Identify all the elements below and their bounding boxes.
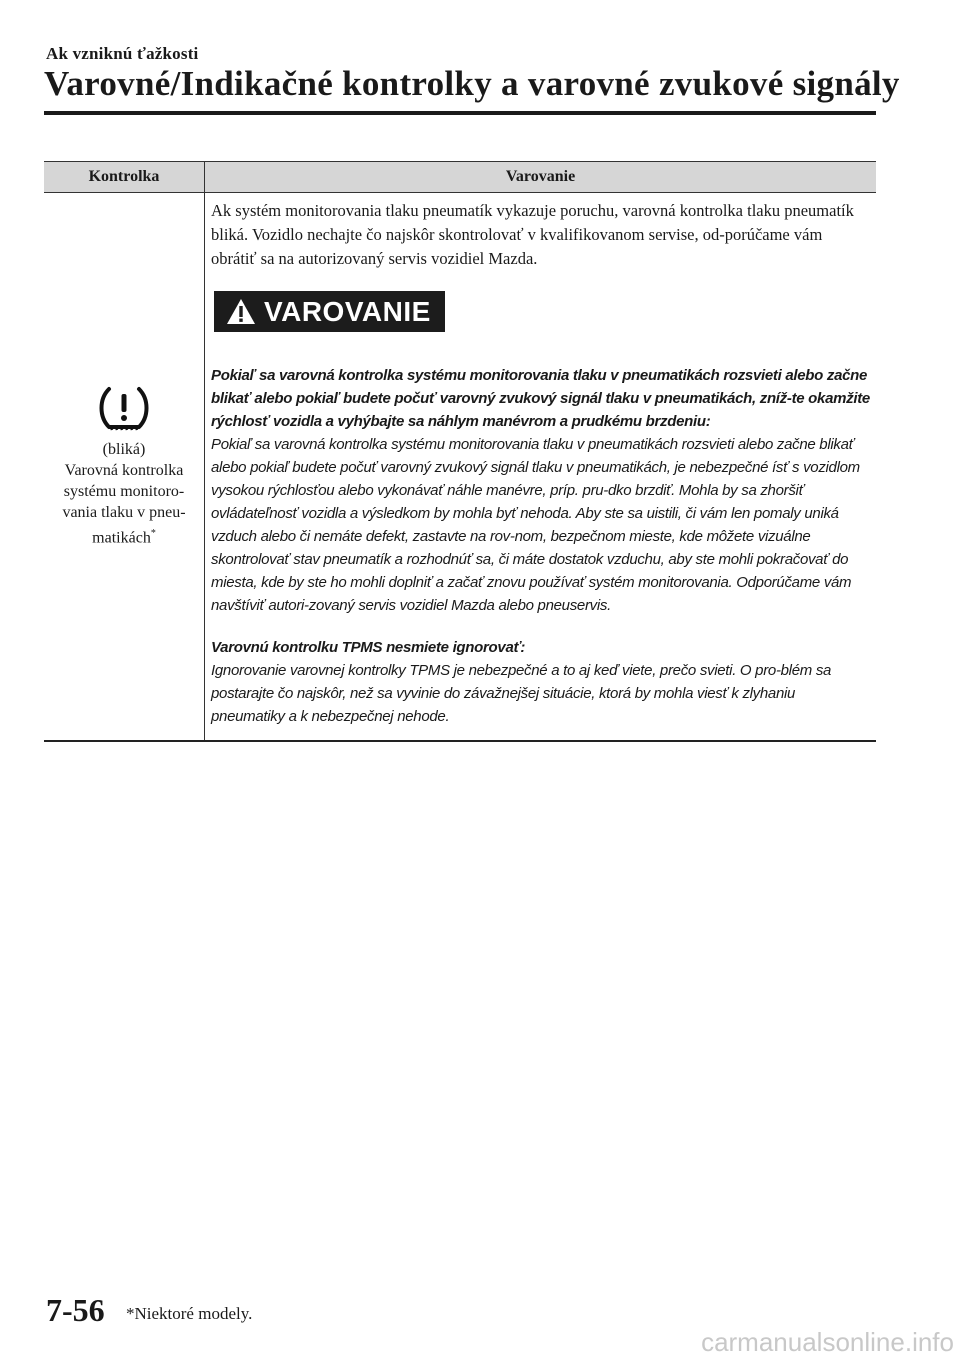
warning-label: VAROVANIE (264, 295, 431, 327)
footnote-mark: * (150, 527, 156, 539)
warning-banner (214, 291, 445, 332)
warning-cell (205, 193, 877, 742)
warning-bold-text: Pokiaľ sa varovná kontrolka systému monitorovania tlaku v pneumatikách rozsvieti alebo začne blikať alebo pokiaľ budete počuť varovný zvukový signál tlaku v pneumatikách, zníž-te okamžite rýchlosť vozidla a vyhýbajte sa náhlym manévrom a prudkému brzdeniu: (211, 367, 870, 430)
table-row (44, 193, 876, 742)
watermark: carmanualsonline.info (701, 1327, 954, 1357)
lamp-description (48, 460, 200, 548)
warning-triangle-icon (226, 298, 256, 325)
page-title: Varovné/Indikačné kontrolky a varovné zvukové signály (44, 64, 900, 103)
section-label: Ak vzniknú ťažkosti (46, 44, 199, 63)
table-header-row (44, 162, 876, 193)
warning-lamp-table (44, 161, 876, 742)
lamp-description-text: Varovná kontrolka systému monitoro-vania tlaku v pneu-matikách (62, 461, 186, 547)
column-header-warning: Varovanie (205, 162, 877, 193)
title-divider (44, 111, 876, 115)
lamp-state: (bliká) (102, 440, 146, 458)
footnote: *Niektoré modely. (126, 1304, 253, 1323)
lamp-cell (44, 193, 205, 742)
column-header-lamp: Kontrolka (44, 162, 205, 193)
ignore-body-text: Ignorovanie varovnej kontrolky TPMS je nebezpečné a to aj keď viete, prečo svieti. O pro-blém sa postarajte čo najskôr, než sa vyvinie do závažnejšej situácie, ktorá by mohla viesť k zlyhaniu pneumatiky a k nebezpečnej nehode. (211, 662, 832, 725)
warning-body-text: Pokiaľ sa varovná kontrolka systému monitorovania tlaku v pneumatikách rozsvieti alebo začne blikať alebo pokiaľ budete počuť varovný zvukový signál tlaku v pneumatikách, je nebezpečné ísť s vozidlom vysokou rýchlosťou alebo vykonávať náhle manévre, príp. pru-dko brzdiť. Mohla by sa zhoršiť ovládateľnosť vozidla a výsledkom by mohla byť nehoda. Aby ste sa uistili, či vám len pomaly uniká vzduch alebo či nemáte defekt, zastavte na rov-nom, bezpečnom mieste, kde môžete vizuálne skontrolovať stav pneumatík a rozhodnúť sa, či máte dostatok vzduchu, aby ste mohli pokračovať do miesta, kde by ste ho mohli doplniť a začať znovu používať systém monitorovania. Odporúčame vám navštíviť autori-zovaný servis vozidiel Mazda alebo pneuservis. (211, 436, 860, 614)
tpms-warning-icon (95, 385, 153, 431)
page-number: 7-56 (46, 1292, 105, 1328)
ignore-heading: Varovnú kontrolku TPMS nesmiete ignorovať: (211, 639, 526, 656)
intro-text: Ak systém monitorovania tlaku pneumatík vykazuje poruchu, varovná kontrolka tlaku pneumatík bliká. Vozidlo nechajte čo najskôr skontrolovať v kvalifikovanom servise, od-porúčame vám obrátiť sa na autorizovaný servis vozidiel Mazda. (211, 201, 854, 268)
